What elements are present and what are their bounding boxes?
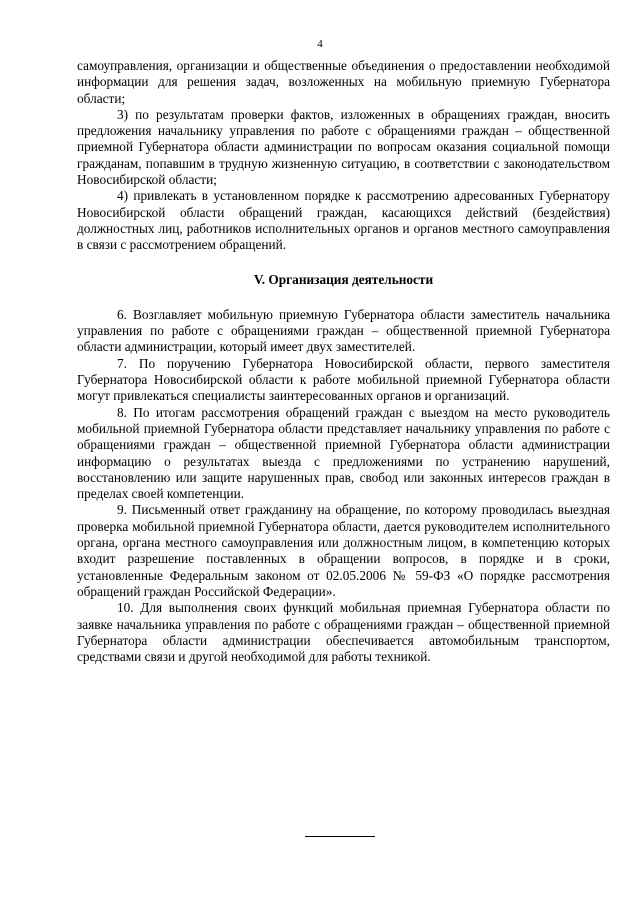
document-body [77,58,610,665]
paragraph-10: 10. Для выполнения своих функций мобильная приемная Губернатора области по заявке начальника управления по работе с обращениями граждан – общественной приемной Губернатора области администрации обеспечивается автомобильным транспортом, средствами связи и другой необходимой для работы техникой. [77,600,610,665]
section-title: V. Организация деятельности [253,271,434,287]
end-of-document-rule [305,836,375,837]
paragraph-6: 6. Возглавляет мобильную приемную Губернатора области заместитель начальника управления по работе с обращениями граждан – общественной приемной Губернатора области администрации, который имеет двух заместителей. [77,306,610,355]
paragraph-intro-continuation: самоуправления, организации и общественные объединения о предоставлении необходимой информации для решения задач, возложенных на мобильную приемную Губернатора области; [77,58,610,106]
paragraph-7: 7. По поручению Губернатора Новосибирской области, первого заместителя Губернатора Новосибирской области к работе мобильной приемной Губернатора области могут привлекаться специалисты заинтересованных органов и организаций. [77,355,610,404]
paragraph-item-3: 3) по результатам проверки фактов, изложенных в обращениях граждан, вносить предложения начальнику управления по работе с обращениями граждан – общественной приемной Губернатора области администрации по вопросам оказания социальной помощи гражданам, попавшим в трудную жизненную ситуацию, в соответствии с законодательством Новосибирской области; [77,106,610,188]
page-number: 4 [317,38,323,50]
paragraph-8: 8. По итогам рассмотрения обращений граждан с выездом на место руководитель мобильной приемной Губернатора области представляет начальнику управления по работе с обращениями граждан – общественной приемной Губернатора области администрации информацию о результатах выезда с предложениями по устранению нарушений, восстановлению или защите нарушенных прав, свобод или законных интересов граждан в пределах своей компетенции. [77,404,610,502]
paragraph-9: 9. Письменный ответ гражданину на обращение, по которому проводилась выездная проверка мобильной приемной Губернатора области, дается руководителем исполнительного органа, органа местного самоуправления или должностным лицом, в компетенцию которых входит разрешение поставленных в обращении вопросов, в порядке и в сроки, установленные Федеральным законом от 02.05.2006 № 59-ФЗ «О порядке рассмотрения обращений граждан Российской Федерации». [77,502,610,599]
paragraph-item-4: 4) привлекать в установленном порядке к рассмотрению адресованных Губернатору Новосибирской области обращений граждан, касающихся действий (бездействия) должностных лиц, работников исполнительных органов и органов местного самоуправления в связи с рассмотрением обращений. [77,188,610,253]
